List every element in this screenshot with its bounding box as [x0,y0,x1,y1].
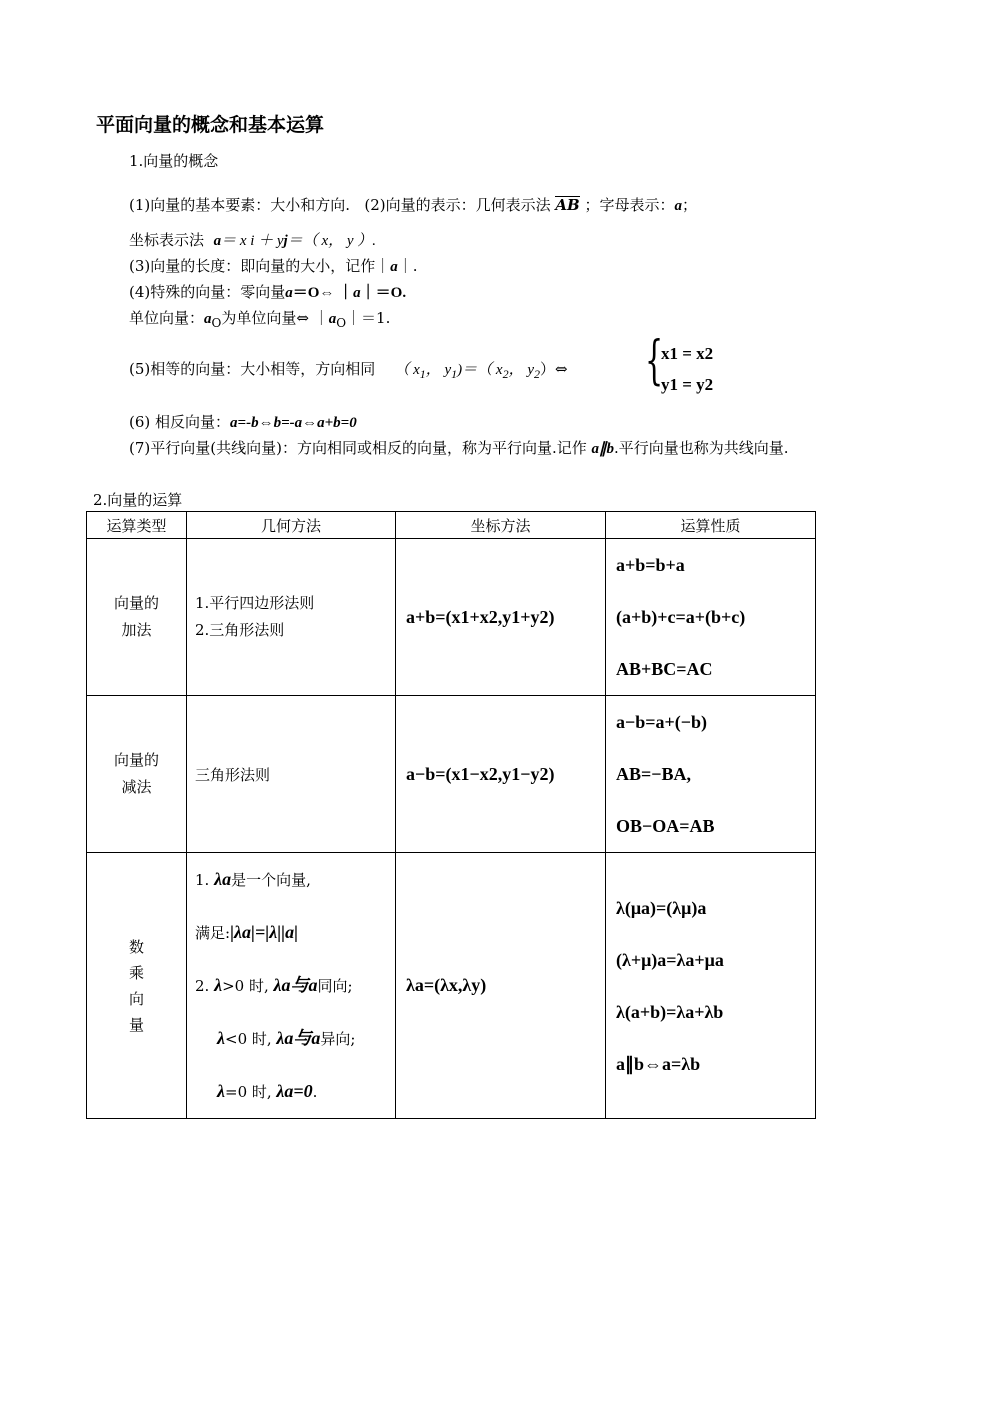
text: ， y [425,362,452,378]
text: 坐标表示法 [129,231,205,249]
line-2 [129,229,376,250]
text: 是一个向量, [231,871,311,889]
text: =0 时, [225,1083,277,1101]
text: .平行向量也称为共线向量. [614,439,789,457]
header-cell: 运算类型 [87,512,187,539]
vector-a: a [213,233,222,249]
line-4 [129,281,406,302]
formula: λ(a+b)=λa+λb [616,1001,724,1022]
geo-line [195,1065,395,1118]
text: ｜＝1. [346,309,391,327]
text: 2. [195,977,215,995]
formula: AB=−BA, [616,764,692,784]
text: 数 [128,937,144,956]
text: (4)特殊的向量：零向量 [129,283,286,301]
text: >0 时, [222,977,274,995]
props-cell [606,853,816,1119]
text: 单位向量： [129,309,205,327]
vector-a: a [204,311,212,327]
system-eq-2: y1 = y2 [661,375,714,394]
text: 向 [128,989,144,1008]
type-cell [87,696,187,853]
text: 乘 [128,963,144,982]
formula: λ [217,1081,225,1101]
subscript: 1 [419,367,426,381]
formula: λ [214,975,223,995]
text: 满足: [195,924,231,942]
line-8 [129,437,789,458]
text: . [312,1083,318,1101]
text: ｜＝O. [360,285,407,301]
coord-cell [396,853,606,1119]
formula: |λa|=|λ||a| [230,922,299,942]
line-3 [129,255,418,276]
text: )＝（ x [457,362,503,378]
text: 三角形法则 [195,765,271,784]
text: 同向; [317,977,353,995]
text: 1. [195,871,215,889]
text: 为单位向量⇔ ｜ [221,309,329,327]
coord-cell [396,539,606,696]
section-2-heading: 2.向量的运算 [93,491,183,509]
formula: λa与a [273,975,318,995]
text: 异向; [320,1030,356,1048]
vector-j: j [283,233,288,249]
text: ， y [508,362,534,378]
formula: a∥b⇔a=λb [616,1053,701,1074]
header-cell: 运算性质 [606,512,816,539]
header-cell: 几何方法 [187,512,396,539]
line-6 [129,358,568,382]
type-cell [87,853,187,1119]
line-5 [129,307,390,330]
brace: { [645,331,664,391]
vector-a: a [353,285,361,301]
geo-cell [187,696,396,853]
formula: λa=0 [276,1081,313,1101]
vector-ab: AB [555,196,580,214]
text: (5)相等的向量：大小相等，方向相同 [129,360,376,378]
subscript: 2 [534,367,540,381]
header-cell: 坐标方法 [396,512,606,539]
subscript: 1 [451,367,458,381]
table-row [87,853,816,1119]
geo-line [195,853,395,906]
text: ＝O⇔ ｜ [292,285,354,301]
text: ｜. [397,257,418,275]
formula: OB−OA=AB [616,816,715,836]
page-title: 平面向量的概念和基本运算 [96,114,325,136]
table-row [87,539,816,696]
geo-line [195,906,395,959]
text: (2)向量的表示：几何表示法 [364,196,551,214]
text: 量 [128,1015,144,1034]
formula: a=-b⇔b=-a⇔a+b=0 [230,415,357,431]
vector-a: a [674,198,682,214]
operations-table [86,511,816,1119]
vector-a: a [390,259,398,275]
subscript: 2 [502,367,509,381]
formula: a+b=(x1+x2,y1+y2) [406,606,555,627]
text: (7)平行向量(共线向量)：方向相同或相反的向量，称为平行向量.记作 [129,439,587,457]
geo-cell [187,539,396,696]
section-1-heading: 1.向量的概念 [129,152,219,170]
formula: (a+b)+c=a+(b+c) [616,607,746,627]
formula: λ [217,1028,225,1048]
table-header-row [87,512,816,539]
vector-a: a [285,285,293,301]
formula: a∥b [591,441,615,457]
subscript: O [211,316,222,330]
formula: (λ+μ)a=λa+μa [616,949,724,970]
formula: λa与a [276,1028,321,1048]
text: (3)向量的长度：即向量的大小，记作｜ [129,257,391,275]
text: 加法 [121,621,152,639]
text: ；字母表示： [584,196,675,214]
line-1 [129,194,697,215]
type-cell [87,539,187,696]
text: ＝ x i ＋ y [221,233,284,249]
table-row [87,696,816,853]
formula: AB+BC=AC [616,659,713,679]
system-eq-1: x1 = x2 [661,344,714,363]
formula: λa [214,869,232,889]
text: ）⇔ [540,360,568,378]
geo-line [195,959,395,1012]
line-7 [129,411,357,432]
geo-cell [187,853,396,1119]
text: <0 时, [225,1030,277,1048]
formula: a+b=b+a [616,555,685,575]
coord-cell [396,696,606,853]
text: (1)向量的基本要素：大小和方向. [129,196,351,214]
formula: λ(μa)=(λμ)a [616,897,707,918]
formula: a−b=(x1−x2,y1−y2) [406,763,555,784]
props-cell [606,696,816,853]
subscript: O [336,316,347,330]
text: ； [682,196,698,214]
props-cell [606,539,816,696]
text: （ x [394,362,420,378]
text: 向量的 [113,751,159,769]
vector-a: a [328,311,337,327]
text: 1.平行四边形法则 [195,594,315,612]
text: 向量的 [113,594,159,612]
text: (6) 相反向量： [129,413,231,431]
text: ＝（ x， y ）. [287,233,377,249]
text: 减法 [121,778,152,796]
text: 2.三角形法则 [195,621,285,639]
formula: λa=(λx,λy) [406,975,487,995]
formula: a−b=a+(−b) [616,712,708,732]
geo-line [195,1012,395,1065]
